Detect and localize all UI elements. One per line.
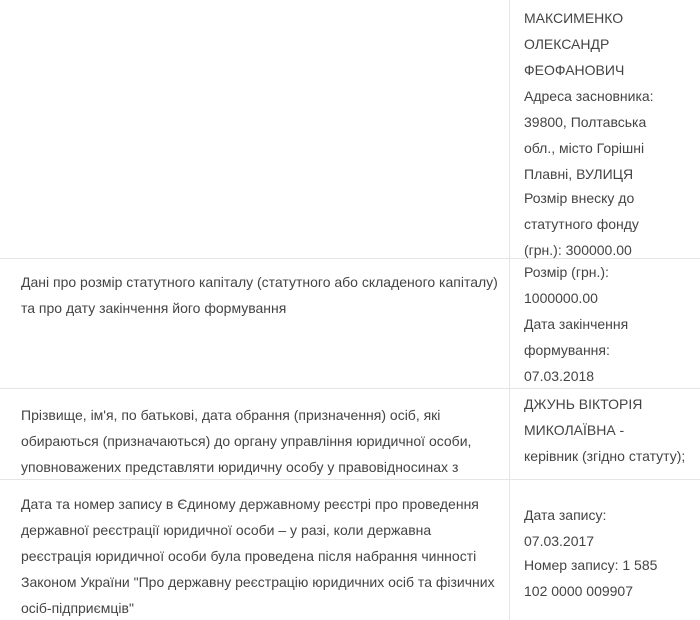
capital-amount: [524, 259, 609, 311]
text-line: Дані про розмір статутного капіталу (статутного або складеного капіталу): [21, 274, 498, 290]
text-line: 102 0000 009907: [524, 583, 633, 599]
text-line: реєстрація юридичної особи була проведена після набрання чинності: [21, 548, 477, 564]
text-line: уповноважених представляти юридичну особу у правовідносинах з: [21, 459, 459, 475]
text-line: Дата запису:: [524, 507, 607, 523]
text-line: 39800, Полтавська: [524, 114, 647, 130]
record-number: [524, 552, 657, 604]
text-line: керівник (згідно статуту);: [524, 448, 686, 464]
text-line: формування:: [524, 342, 610, 358]
table-row-management: [0, 389, 700, 480]
text-line: МАКСИМЕНКО: [524, 10, 624, 26]
text-line: ФЕОФАНОВИЧ: [524, 62, 625, 78]
text-line: осіб-підприємців": [21, 600, 134, 616]
text-line: Розмір (грн.):: [524, 264, 609, 280]
text-line: Законом України "Про державну реєстрацію юридичних осіб та фізичних: [21, 574, 495, 590]
text-line: державної реєстрації юридичної особи – у разі, коли державна: [21, 522, 432, 538]
text-line: обл., місто Горішні: [524, 140, 645, 156]
row-label-cell: [0, 0, 510, 258]
text-line: МИКОЛАЇВНА -: [524, 422, 625, 438]
table-row-capital: [0, 259, 700, 389]
founder-contribution: [524, 185, 639, 258]
row-label-cell: [0, 480, 510, 620]
row-label-cell: [0, 259, 510, 388]
capital-end-date: [524, 311, 628, 388]
text-line: 07.03.2017: [524, 533, 595, 549]
row-value-cell: [510, 0, 700, 258]
text-line: статутного фонду: [524, 216, 639, 232]
text-line: Адреса засновника:: [524, 88, 654, 104]
text-line: ДЖУНЬ ВІКТОРІЯ: [524, 396, 643, 412]
text-line: 1000000.00: [524, 290, 598, 306]
record-date: [524, 502, 606, 554]
manager-info: [524, 391, 685, 469]
text-line: 07.03.2018: [524, 368, 595, 384]
text-line: Розмір внеску до: [524, 190, 635, 206]
text-line: Дата закінчення: [524, 316, 629, 332]
text-line: (грн.): 300000.00: [524, 242, 632, 258]
text-line: обираються (призначаються) до органу управління юридичної особи,: [21, 433, 472, 449]
text-line: Плавні, ВУЛИЦЯ: [524, 166, 634, 182]
row-value-cell: [510, 480, 700, 620]
founder-name: [524, 5, 624, 83]
text-line: Прізвище, ім'я, по батькові, дата обрання (призначення) осіб, які: [21, 407, 441, 423]
text-line: ОЛЕКСАНДР: [524, 36, 610, 52]
table-row-registration: [0, 480, 700, 620]
row-label-cell: [0, 389, 510, 479]
table-row-founder: [0, 0, 700, 259]
text-line: Дата та номер запису в Єдиному державному реєстрі про проведення: [21, 496, 479, 512]
row-value-cell: [510, 389, 700, 479]
text-line: Номер запису: 1 585: [524, 557, 658, 573]
founder-address: [524, 83, 654, 187]
row-value-cell: [510, 259, 700, 388]
text-line: та про дату закінчення його формування: [21, 300, 287, 316]
